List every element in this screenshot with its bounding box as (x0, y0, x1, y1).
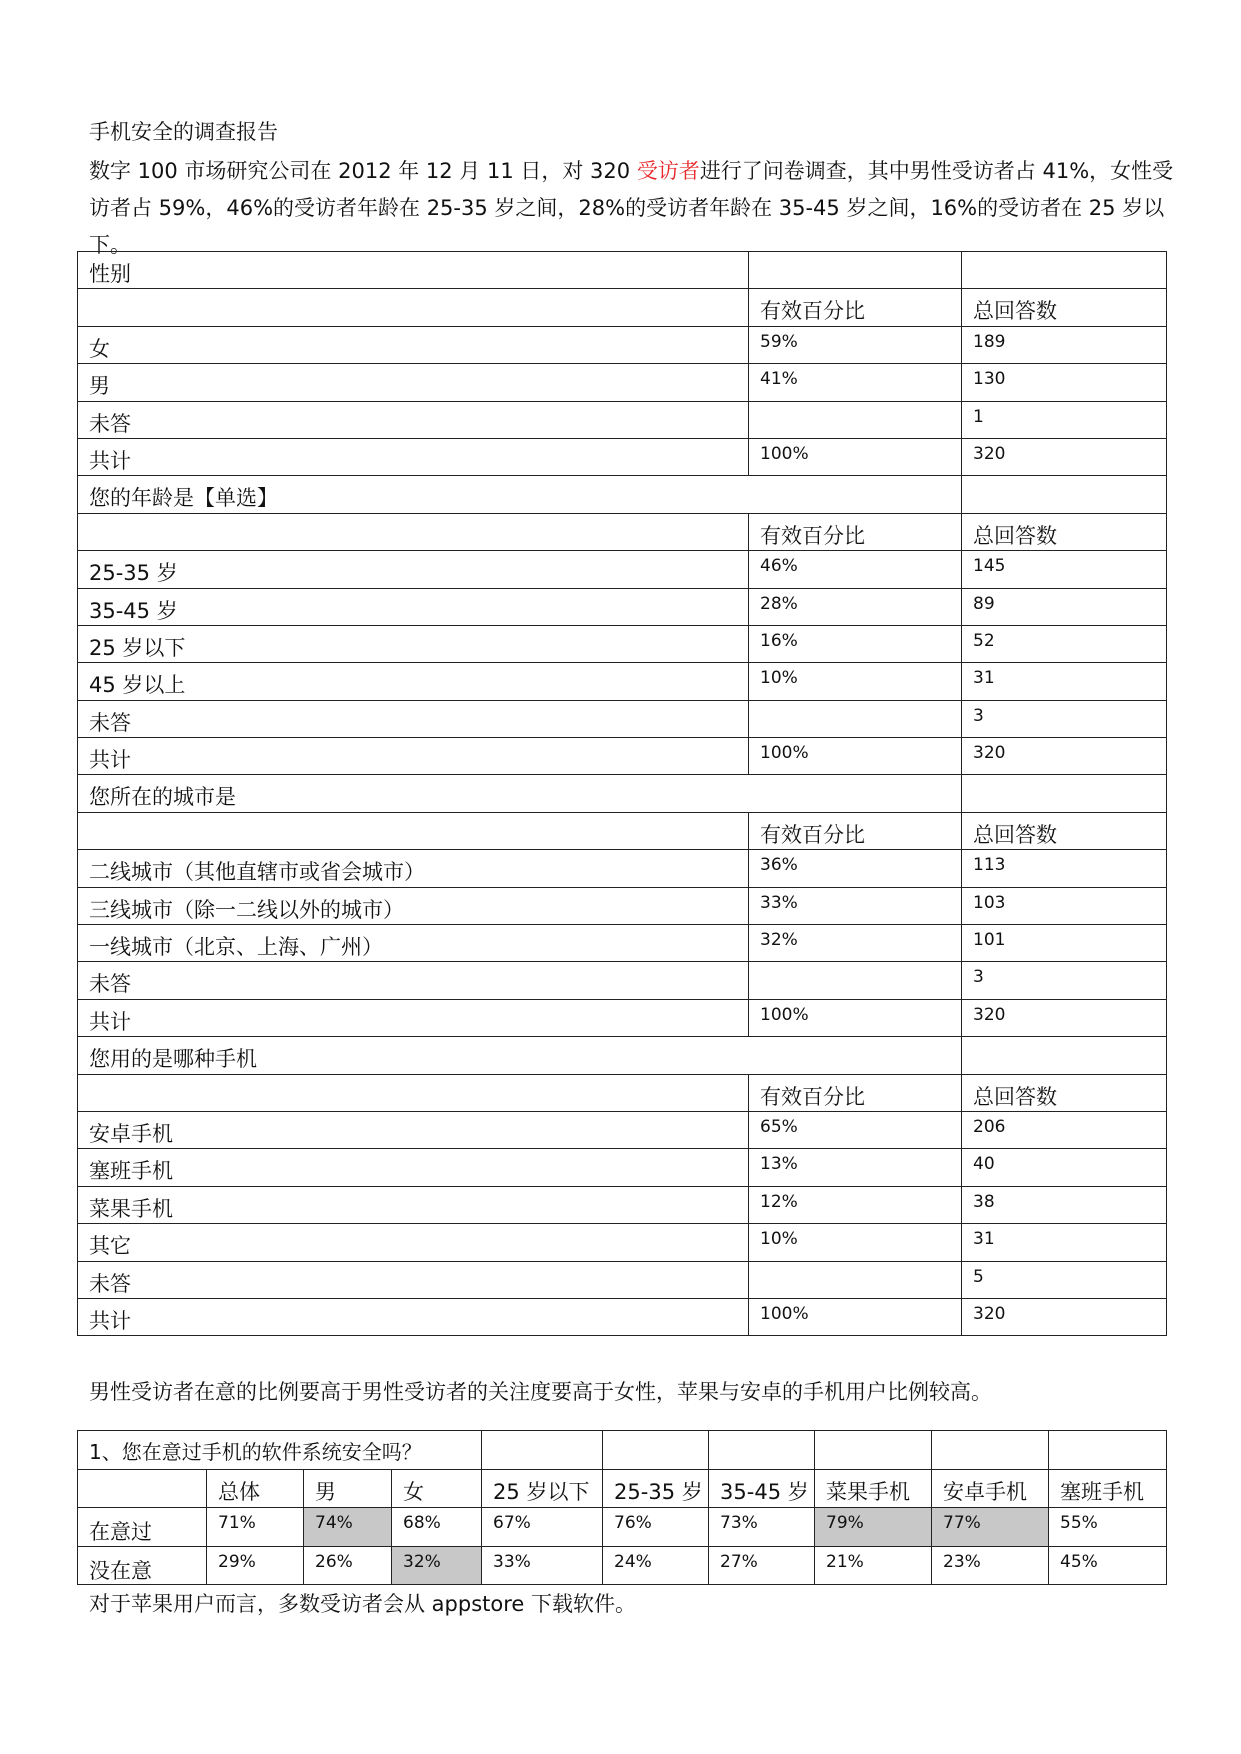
empty-cell (962, 476, 1167, 513)
empty-cell (78, 1074, 749, 1111)
row-count: 320 (962, 738, 1167, 775)
row-count: 1 (962, 401, 1167, 438)
q1-row-label: 在意过 (78, 1508, 207, 1547)
q1-value-cell: 76% (603, 1508, 709, 1547)
row-label: 25 岁以下 (78, 625, 749, 662)
q1-value-cell: 33% (482, 1546, 603, 1585)
row-label: 共计 (78, 1298, 749, 1335)
table-row (78, 663, 1167, 700)
row-count: 3 (962, 962, 1167, 999)
q1-col-header: 女 (392, 1469, 482, 1508)
q1-data-row (78, 1508, 1167, 1547)
row-count: 101 (962, 925, 1167, 962)
row-count: 320 (962, 438, 1167, 475)
row-label: 35-45 岁 (78, 588, 749, 625)
q1-col-header: 35-45 岁 (709, 1469, 815, 1508)
intro-highlight: 受访者 (636, 159, 700, 183)
table-row (78, 962, 1167, 999)
col-header-percent: 有效百分比 (749, 289, 962, 326)
row-label: 塞班手机 (78, 1149, 749, 1186)
q1-col-header: 塞班手机 (1049, 1469, 1167, 1508)
row-percent: 32% (749, 925, 962, 962)
table-row (78, 1298, 1167, 1335)
q1-value-cell: 73% (709, 1508, 815, 1547)
section-title-row (78, 775, 1167, 812)
empty-cell (78, 812, 749, 849)
report-title: 手机安全的调查报告 (89, 120, 278, 144)
row-label: 未答 (78, 1261, 749, 1298)
row-percent: 10% (749, 1224, 962, 1261)
row-count: 31 (962, 1224, 1167, 1261)
row-label: 其它 (78, 1224, 749, 1261)
col-header-count: 总回答数 (962, 289, 1167, 326)
empty-cell (932, 1431, 1049, 1470)
column-header-row (78, 289, 1167, 326)
empty-cell (603, 1431, 709, 1470)
q1-value-cell: 68% (392, 1508, 482, 1547)
survey-table (77, 251, 1167, 1336)
q1-data-row (78, 1546, 1167, 1585)
row-label: 一线城市（北京、上海、广州） (78, 925, 749, 962)
row-percent: 100% (749, 438, 962, 475)
table-row (78, 401, 1167, 438)
q1-col-header: 男 (304, 1469, 392, 1508)
row-percent (749, 962, 962, 999)
q1-col-header: 安卓手机 (932, 1469, 1049, 1508)
section-title: 性别 (78, 252, 749, 289)
row-label: 男 (78, 364, 749, 401)
row-count: 31 (962, 663, 1167, 700)
row-percent: 65% (749, 1111, 962, 1148)
row-count: 38 (962, 1186, 1167, 1223)
row-percent: 12% (749, 1186, 962, 1223)
row-count: 206 (962, 1111, 1167, 1148)
col-header-percent: 有效百分比 (749, 513, 962, 550)
q1-value-cell: 21% (815, 1546, 932, 1585)
table-row (78, 1186, 1167, 1223)
empty-cell (749, 252, 962, 289)
col-header-percent: 有效百分比 (749, 812, 962, 849)
row-percent: 10% (749, 663, 962, 700)
empty-cell (709, 1431, 815, 1470)
row-label: 45 岁以上 (78, 663, 749, 700)
q1-col-header: 菜果手机 (815, 1469, 932, 1508)
q1-value-cell: 29% (207, 1546, 304, 1585)
table-row (78, 738, 1167, 775)
row-label: 未答 (78, 401, 749, 438)
table-row (78, 1149, 1167, 1186)
empty-cell (78, 1469, 207, 1508)
col-header-percent: 有效百分比 (749, 1074, 962, 1111)
q1-value-cell: 26% (304, 1546, 392, 1585)
row-percent: 59% (749, 326, 962, 363)
row-percent: 100% (749, 1298, 962, 1335)
table-row (78, 850, 1167, 887)
q1-question-title: 1、您在意过手机的软件系统安全吗？ (78, 1431, 482, 1470)
empty-cell (1049, 1431, 1167, 1470)
empty-cell (962, 1037, 1167, 1074)
intro-paragraph (89, 153, 1179, 264)
table-row (78, 625, 1167, 662)
row-percent (749, 700, 962, 737)
section-title: 您的年龄是【单选】 (78, 476, 962, 513)
section-title-row (78, 476, 1167, 513)
row-count: 320 (962, 1298, 1167, 1335)
q1-value-cell: 77% (932, 1508, 1049, 1547)
section-title: 您用的是哪种手机 (78, 1037, 962, 1074)
table-row (78, 887, 1167, 924)
row-count: 3 (962, 700, 1167, 737)
q1-value-cell: 67% (482, 1508, 603, 1547)
row-percent (749, 401, 962, 438)
row-label: 三线城市（除一二线以外的城市） (78, 887, 749, 924)
row-count: 52 (962, 625, 1167, 662)
q1-col-header: 25 岁以下 (482, 1469, 603, 1508)
table-row (78, 364, 1167, 401)
row-count: 89 (962, 588, 1167, 625)
row-count: 113 (962, 850, 1167, 887)
q1-value-cell: 71% (207, 1508, 304, 1547)
row-percent: 41% (749, 364, 962, 401)
q1-header-row (78, 1469, 1167, 1508)
empty-cell (815, 1431, 932, 1470)
empty-cell (962, 775, 1167, 812)
column-header-row (78, 1074, 1167, 1111)
row-count: 145 (962, 551, 1167, 588)
row-percent: 33% (749, 887, 962, 924)
table-row (78, 1224, 1167, 1261)
row-count: 189 (962, 326, 1167, 363)
table-row (78, 326, 1167, 363)
table-row (78, 438, 1167, 475)
row-label: 未答 (78, 962, 749, 999)
row-percent: 100% (749, 999, 962, 1036)
row-label: 未答 (78, 700, 749, 737)
q1-col-header: 25-35 岁 (603, 1469, 709, 1508)
row-label: 菜果手机 (78, 1186, 749, 1223)
table-row (78, 999, 1167, 1036)
col-header-count: 总回答数 (962, 513, 1167, 550)
col-header-count: 总回答数 (962, 1074, 1167, 1111)
table-row (78, 1111, 1167, 1148)
row-count: 320 (962, 999, 1167, 1036)
table-row (78, 1261, 1167, 1298)
row-label: 共计 (78, 438, 749, 475)
row-percent: 16% (749, 625, 962, 662)
row-percent: 13% (749, 1149, 962, 1186)
row-count: 103 (962, 887, 1167, 924)
section-title-row (78, 1037, 1167, 1074)
row-label: 共计 (78, 999, 749, 1036)
q1-value-cell: 55% (1049, 1508, 1167, 1547)
row-count: 40 (962, 1149, 1167, 1186)
row-percent: 28% (749, 588, 962, 625)
row-label: 25-35 岁 (78, 551, 749, 588)
row-count: 130 (962, 364, 1167, 401)
q1-col-header: 总体 (207, 1469, 304, 1508)
q1-value-cell: 45% (1049, 1546, 1167, 1585)
q1-value-cell: 23% (932, 1546, 1049, 1585)
remark-gender-platform: 男性受访者在意的比例要高于男性受访者的关注度要高于女性，苹果与安卓的手机用户比例较高。 (89, 1380, 992, 1404)
empty-cell (962, 252, 1167, 289)
q1-row-label: 没在意 (78, 1546, 207, 1585)
row-count: 5 (962, 1261, 1167, 1298)
q1-value-cell: 79% (815, 1508, 932, 1547)
col-header-count: 总回答数 (962, 812, 1167, 849)
row-percent: 100% (749, 738, 962, 775)
row-percent (749, 1261, 962, 1298)
row-label: 安卓手机 (78, 1111, 749, 1148)
section-title: 您所在的城市是 (78, 775, 962, 812)
q1-value-cell: 27% (709, 1546, 815, 1585)
row-percent: 46% (749, 551, 962, 588)
remark-appstore: 对于苹果用户而言，多数受访者会从 appstore 下载软件。 (89, 1592, 636, 1616)
empty-cell (78, 289, 749, 326)
table-row (78, 588, 1167, 625)
q1-title-row (78, 1431, 1167, 1470)
q1-table (77, 1430, 1167, 1585)
column-header-row (78, 513, 1167, 550)
intro-text-part1: 数字 100 市场研究公司在 2012 年 12 月 11 日，对 320 (89, 159, 637, 183)
q1-value-cell: 74% (304, 1508, 392, 1547)
section-title-row (78, 252, 1167, 289)
intro-text-part2: 进行了问卷调查，其中男性受访者占 41%，女性受访者占 59%，46%的受访者年龄在 25-35 岁之间，28%的受访者年龄在 35-45 岁之间，16%的受访者在 25 岁以下。 (89, 159, 1174, 257)
row-percent: 36% (749, 850, 962, 887)
q1-value-cell: 32% (392, 1546, 482, 1585)
empty-cell (78, 513, 749, 550)
table-row (78, 925, 1167, 962)
table-row (78, 551, 1167, 588)
q1-value-cell: 24% (603, 1546, 709, 1585)
row-label: 二线城市（其他直辖市或省会城市） (78, 850, 749, 887)
row-label: 共计 (78, 738, 749, 775)
table-row (78, 700, 1167, 737)
column-header-row (78, 812, 1167, 849)
empty-cell (482, 1431, 603, 1470)
row-label: 女 (78, 326, 749, 363)
